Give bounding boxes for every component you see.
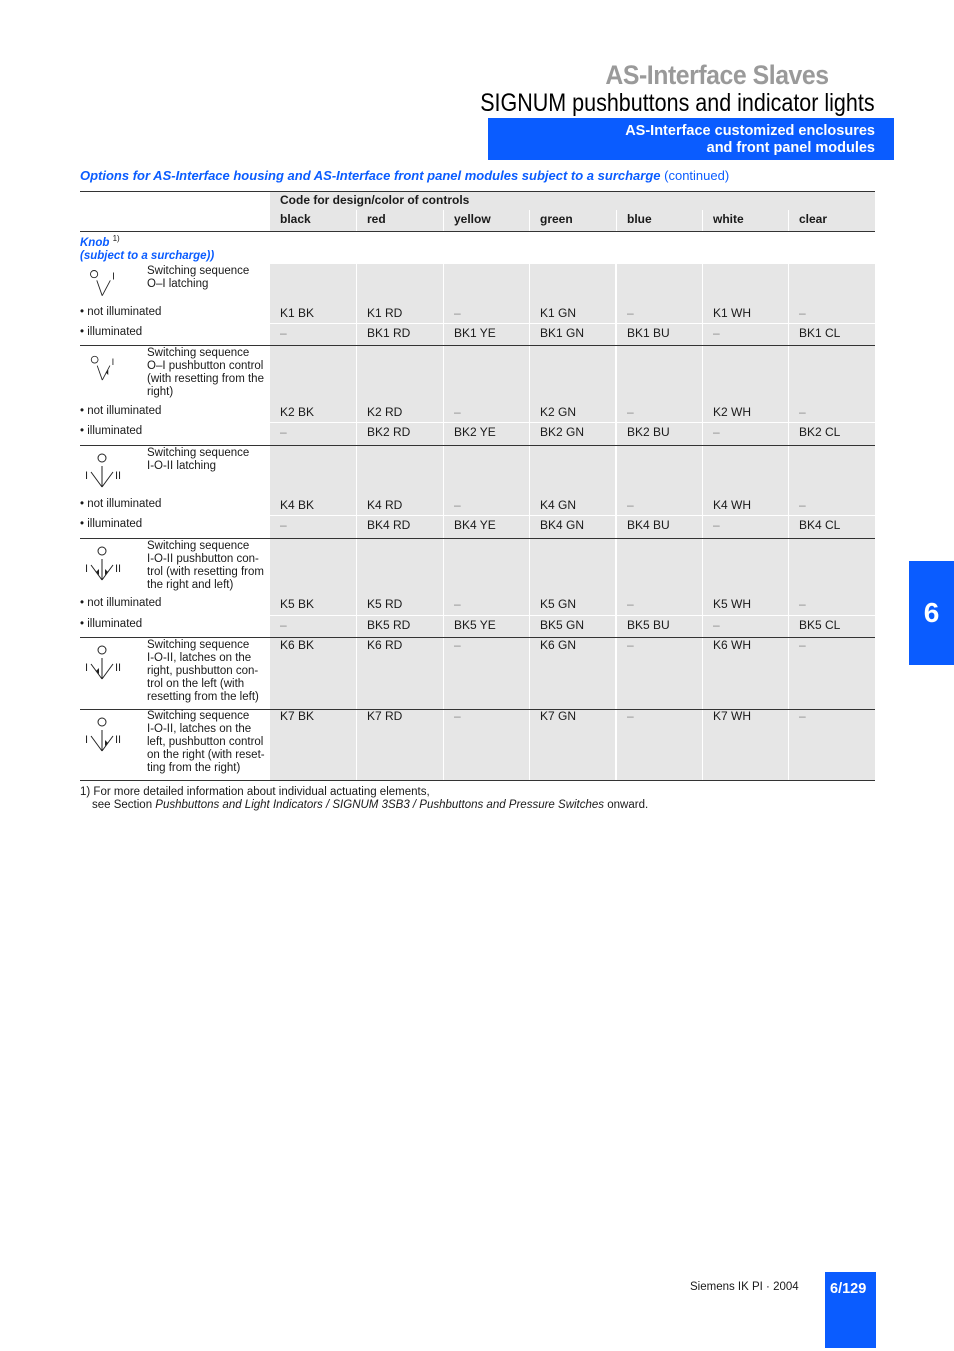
code-cell-white: K4 WH — [713, 498, 752, 512]
code-cell-clear: – — [799, 306, 806, 320]
svg-text:II: II — [115, 563, 122, 575]
section-banner-line2: and front panel modules — [706, 140, 875, 156]
code-cell-yellow: BK5 YE — [454, 618, 496, 632]
options-heading-text: Options for AS-Interface housing and AS-Interface front panel modules subject to a surcharge — [80, 168, 661, 183]
knob-label — [80, 232, 214, 263]
svg-text:I: I — [85, 563, 89, 575]
variant-description: Switching sequence I-O-II, latches on the right, pushbutton con- trol on the left (with resetting from the left) — [147, 639, 259, 703]
code-cell-blue: BK5 BU — [627, 618, 670, 632]
code-cell-green: BK5 GN — [540, 618, 585, 632]
code-cell-green: K5 GN — [540, 597, 577, 611]
variant-description: Switching sequence I-O-II, latches on the left, pushbutton control on the right (with reset- ting from the right) — [147, 710, 265, 774]
header-column-gap — [702, 210, 703, 231]
variant-description: Switching sequence O–I pushbutton control (with resetting from the right) — [147, 347, 264, 398]
code-cell-clear: BK2 CL — [799, 425, 841, 439]
page-number-box — [825, 1272, 876, 1348]
row-gap — [270, 615, 875, 616]
svg-text:I: I — [112, 271, 115, 283]
code-cell-red: BK5 RD — [367, 618, 411, 632]
row-label: • illuminated — [80, 425, 143, 437]
row-label: • not illuminated — [80, 306, 162, 318]
page-subtitle: SIGNUM pushbuttons and indicator lights — [480, 89, 875, 117]
svg-text:I: I — [85, 470, 89, 482]
code-cell-red: K1 RD — [367, 306, 403, 320]
code-cell-clear: BK4 CL — [799, 518, 841, 532]
options-heading-continued: (continued) — [664, 168, 730, 183]
switch-latch-left-icon — [84, 716, 124, 756]
code-cell-blue: BK1 BU — [627, 326, 670, 340]
code-cell-yellow: – — [454, 638, 461, 652]
code-cell-red: K4 RD — [367, 498, 403, 512]
switch-i-o-ii-pushbutton-icon — [84, 545, 124, 585]
row-gap — [270, 323, 875, 324]
row-label: • illuminated — [80, 618, 143, 630]
code-cell-white: K7 WH — [713, 709, 752, 723]
row-gap — [270, 515, 875, 516]
code-cell-clear: BK5 CL — [799, 618, 841, 632]
footnote — [80, 786, 648, 811]
switch-o-i-pushbutton-icon — [84, 352, 124, 386]
code-cell-red: BK4 RD — [367, 518, 411, 532]
svg-text:I: I — [111, 356, 115, 367]
page-title: AS-Interface Slaves — [605, 60, 829, 90]
code-cell-black: K6 BK — [280, 638, 315, 652]
footnote-line2 — [80, 799, 648, 812]
group-header: Code for design/color of controls — [280, 193, 470, 207]
code-cell-green: BK2 GN — [540, 425, 585, 439]
variant-description: Switching sequence O–I latching — [147, 265, 250, 290]
code-cell-blue: – — [627, 405, 634, 419]
code-cell-green: K1 GN — [540, 306, 577, 320]
code-cell-red: K7 RD — [367, 709, 403, 723]
header-column-gap — [616, 210, 617, 231]
code-cell-green: K7 GN — [540, 709, 577, 723]
code-cell-yellow: – — [454, 498, 461, 512]
code-cell-white: K2 WH — [713, 405, 752, 419]
publication-info: Siemens IK PI · 2004 — [690, 1281, 799, 1293]
code-cell-black: K1 BK — [280, 306, 315, 320]
code-cell-yellow: – — [454, 306, 461, 320]
code-cell-white: – — [713, 618, 720, 632]
section-banner — [488, 118, 894, 160]
header-column-gap — [788, 210, 789, 231]
code-cell-blue: – — [627, 709, 634, 723]
svg-text:I: I — [85, 662, 89, 674]
code-cell-clear: – — [799, 597, 806, 611]
variant-description: Switching sequence I-O-II latching — [147, 447, 250, 472]
knob-text: Knob — [80, 236, 110, 249]
code-cell-white: K5 WH — [713, 597, 752, 611]
code-cell-white: – — [713, 425, 720, 439]
code-cell-white: K1 WH — [713, 306, 752, 320]
code-cell-white: K6 WH — [713, 638, 752, 652]
color-header-blue: blue — [627, 212, 652, 226]
code-cell-black: K4 BK — [280, 498, 315, 512]
svg-text:II: II — [115, 470, 122, 482]
color-header-white: white — [713, 212, 744, 226]
code-cell-blue: BK4 BU — [627, 518, 670, 532]
code-cell-red: K6 RD — [367, 638, 403, 652]
code-cell-green: K6 GN — [540, 638, 577, 652]
code-cell-yellow: BK1 YE — [454, 326, 496, 340]
switch-i-o-ii-latching-icon — [84, 452, 124, 492]
code-cell-yellow: BK2 YE — [454, 425, 496, 439]
row-label: • illuminated — [80, 326, 143, 338]
code-cell-blue: BK2 BU — [627, 425, 670, 439]
footnote-suffix: onward. — [604, 798, 649, 811]
code-cell-black: – — [280, 425, 287, 439]
options-heading — [80, 168, 729, 183]
code-cell-black: – — [280, 618, 287, 632]
code-cell-red: K2 RD — [367, 405, 403, 419]
color-header-clear: clear — [799, 212, 828, 226]
code-cell-white: – — [713, 518, 720, 532]
code-cell-yellow: – — [454, 405, 461, 419]
code-cell-black: – — [280, 326, 287, 340]
code-cell-clear: – — [799, 709, 806, 723]
code-cell-red: BK2 RD — [367, 425, 411, 439]
code-cell-blue: – — [627, 498, 634, 512]
footnote-prefix: see Section — [92, 798, 156, 811]
svg-text:II: II — [115, 734, 122, 746]
variant-description: Switching sequence I-O-II pushbutton con- trol (with resetting from the right and left) — [147, 540, 264, 591]
color-header-black: black — [280, 212, 311, 226]
row-label: • illuminated — [80, 518, 143, 530]
svg-text:II: II — [115, 662, 122, 674]
code-cell-black: K7 BK — [280, 709, 315, 723]
code-cell-green: BK4 GN — [540, 518, 585, 532]
code-cell-green: K4 GN — [540, 498, 577, 512]
header-column-gap — [356, 210, 357, 231]
code-cell-blue: – — [627, 597, 634, 611]
code-cell-clear: – — [799, 498, 806, 512]
footnote-section-ref: Pushbuttons and Light Indicators / SIGNUM 3SB3 / Pushbuttons and Pressure Switches — [155, 798, 605, 811]
code-cell-black: K5 BK — [280, 597, 315, 611]
knob-footnote-ref: 1) — [112, 234, 120, 243]
code-cell-green: BK1 GN — [540, 326, 585, 340]
footnote-line1: 1) For more detailed information about individual actuating elements, — [80, 786, 430, 798]
header-column-gap — [443, 210, 444, 231]
color-header-red: red — [367, 212, 386, 226]
block-bottom-rule — [80, 780, 875, 781]
color-header-yellow: yellow — [454, 212, 491, 226]
code-cell-white: – — [713, 326, 720, 340]
code-cell-blue: – — [627, 638, 634, 652]
code-cell-clear: – — [799, 405, 806, 419]
code-cell-green: K2 GN — [540, 405, 577, 419]
color-header-green: green — [540, 212, 573, 226]
code-cell-yellow: BK4 YE — [454, 518, 496, 532]
row-gap — [270, 422, 875, 423]
code-cell-clear: – — [799, 638, 806, 652]
svg-text:I: I — [85, 734, 89, 746]
row-label: • not illuminated — [80, 597, 162, 609]
knob-note: (subject to a surcharge)) — [80, 249, 215, 262]
header-column-gap — [529, 210, 530, 231]
chapter-tab: 6 — [909, 561, 954, 665]
row-label: • not illuminated — [80, 498, 162, 510]
row-label: • not illuminated — [80, 405, 162, 417]
code-cell-yellow: – — [454, 597, 461, 611]
code-cell-blue: – — [627, 306, 634, 320]
code-cell-yellow: – — [454, 709, 461, 723]
section-banner-line1: AS-Interface customized enclosures — [625, 123, 875, 139]
page-number: 6/129 — [830, 1281, 867, 1297]
code-cell-red: K5 RD — [367, 597, 403, 611]
code-cell-black: K2 BK — [280, 405, 315, 419]
switch-o-i-latching-icon — [84, 266, 124, 302]
code-cell-black: – — [280, 518, 287, 532]
switch-latch-right-icon — [84, 644, 124, 684]
code-cell-clear: BK1 CL — [799, 326, 841, 340]
code-cell-red: BK1 RD — [367, 326, 411, 340]
